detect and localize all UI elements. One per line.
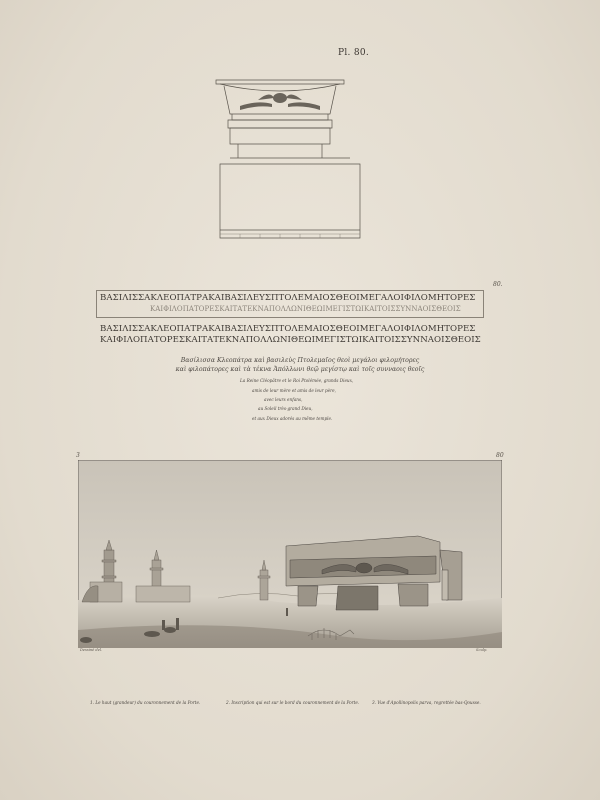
french-translation-line-2: amis de leur mère et amis de leur père, — [252, 388, 336, 393]
landscape-view — [78, 460, 502, 648]
french-translation-line-5: et aux Dieux adorés au même temple. — [252, 416, 333, 421]
french-translation-line-1: La Reine Cléopâtre et le Roi Ptolémée, grands Dieux, — [240, 378, 354, 383]
view-number-right: 80 — [496, 452, 504, 459]
caption-figure-1: 1. Le haut (grandeur) du couronnement de la Porte. — [90, 700, 201, 705]
greek-inscription-line-4: ΚΑΙΦΙΛΟΠΑΤΟΡΕΣΚΑΙΤΑΤΕΚΝΑΠΟΛΛΩΝΙΘΕΩΙΜΕΓΙΣΤΩΙΚΑΙΤΟΙΣΣΥΝΝΑΟΙΣΘΕΟΙΣ — [100, 335, 481, 345]
plate-number: Pl. 80. — [338, 48, 370, 58]
caption-figure-3: 3. Vue d'Apollinopolis parva, regrettée bas-Qousse. — [372, 700, 481, 705]
greek-cursive-line-1: Βασίλισσα Κλεοπάτρα καὶ βασιλεὺς Πτολεμαῖος θεοὶ μεγάλοι φιλομήτορες — [180, 357, 420, 364]
caption-figure-2: 2. Inscription qui est sur le bord du couronnement de la Porte. — [226, 700, 360, 705]
gate-cornice-elevation — [210, 70, 370, 255]
greek-cursive-line-2: καὶ φιλοπάτορες καὶ τὰ τέκνα Ἀπόλλωνι θεῷ μεγίστῳ καὶ τοῖς συνναοις θεοῖς — [175, 366, 425, 373]
inscription-number: 80. — [493, 281, 503, 288]
french-translation-line-4: au Soleil très-grand Dieu, — [258, 406, 313, 411]
greek-inscription-line-1: ΒΑΣΙΛΙΣΣΑΚΛΕΟΠΑΤΡΑΚΑΙΒΑΣΙΛΕΥΣΠΤΟΛΕΜΑΙΟΣΘΕΟΙΜΕΓΑΛΟΙΦΙΛΟΜΗΤΟΡΕΣ — [100, 293, 476, 303]
engraver-credit: Sculp. — [476, 648, 488, 652]
greek-inscription-line-2: ΚΑΙΦΙΛΟΠΑΤΟΡΕΣΚΑΙΤΑΤΕΚΝΑΠΟΛΛΩΝΙΘΕΩΙΜΕΓΙΣΤΩΙΚΑΙΤΟΙΣΣΥΝΝΑΟΙΣΘΕΟΙΣ — [150, 305, 461, 313]
french-translation-line-3: avec leurs enfans, — [264, 397, 303, 402]
view-number-left: 3 — [76, 452, 80, 459]
greek-inscription-line-3: ΒΑΣΙΛΙΣΣΑΚΛΕΟΠΑΤΡΑΚΑΙΒΑΣΙΛΕΥΣΠΤΟΛΕΜΑΙΟΣΘΕΟΙΜΕΓΑΛΟΙΦΙΛΟΜΗΤΟΡΕΣ — [100, 324, 476, 334]
draughtsman-credit: Dessiné del. — [80, 648, 103, 652]
